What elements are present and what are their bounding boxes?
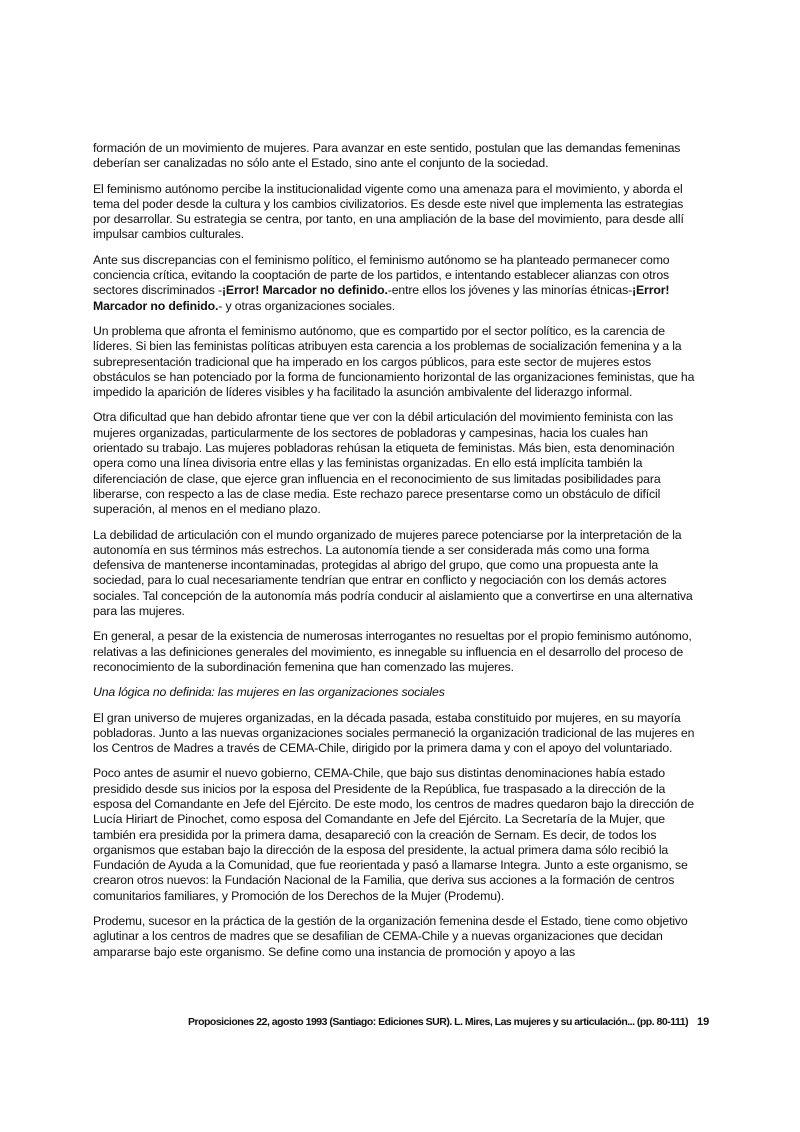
section-heading: Una lógica no definida: las mujeres en las organizaciones sociales — [93, 685, 445, 700]
footer-citation: Proposiciones 22, agosto 1993 (Santiago: Ediciones SUR). L. Mires, Las mujeres y su articulación... (pp. 80-111) — [188, 1016, 689, 1028]
paragraph: El feminismo autónomo percibe la institucionalidad vigente como una amenaza para el movimiento, y aborda el tema del poder desde la cultura y los cambios civilizatorios. Es desde este nivel que implementa las estrategias por desarrollar. Su estrategia se centra, por tanto, en una ampliación de la base del movimiento, para desde allí impulsar cambios culturales. — [93, 181, 684, 242]
paragraph: En general, a pesar de la existencia de numerosas interrogantes no resueltas por el propio feminismo autónomo, relativas a las definiciones generales del movimiento, es innegable su influencia en el desarrollo del proceso de reconocimiento de la subordinación femenina que han comenzado las mujeres. — [93, 629, 692, 674]
paragraph: formación de un movimiento de mujeres. Para avanzar en este sentido, postulan que las demandas femeninas deberían ser canalizadas no sólo ante el Estado, sino ante el conjunto de la sociedad. — [93, 141, 681, 171]
bookmark-error: ¡Error! Marcador no definido. — [93, 283, 670, 313]
paragraph — [93, 253, 697, 314]
document-body — [93, 141, 697, 970]
paragraph-text: Ante sus discrepancias con el feminismo político, el feminismo autónomo se ha planteado permanecer como conciencia crítica, evitando la cooptación de parte de los partidos, e intentando establecer alianzas con otros sectores discriminados - — [93, 252, 670, 298]
paragraph: Un problema que afronta el feminismo autónomo, que es compartido por el sector político, es la carencia de líderes. Si bien las feministas políticas atribuyen esta carencia a los problemas de socialización femenina y a la subrepresentación tradicional que ha imperado en los cargos públicos, para este sector de mujeres estos obstáculos se han potenciado por la forma de funcionamiento horizontal de las organizaciones feministas, que ha impedido la aparición de líderes visibles y ha facilitado la asunción ambivalente del liderazgo informal. — [93, 323, 695, 400]
paragraph: Otra dificultad que han debido afrontar tiene que ver con la débil articulación del movimiento feminista con las mujeres organizadas, particularmente de los sectores de pobladoras y campesinas, hacia los cuales han orientado su trabajo. Las mujeres pobladoras rehúsan la etiqueta de feministas. Más bien, esta denominación opera como una línea divisoria entre ellas y las feministas organizadas. En ello está implícita también la diferenciación de clase, que ejerce gran influencia en el reconocimiento de sus limitadas posibilidades para liberarse, con respecto a las de clase media. Este rechazo parece presentarse como un obstáculo de difícil superación, al menos en el mediano plazo. — [93, 410, 675, 517]
paragraph: Poco antes de asumir el nuevo gobierno, CEMA-Chile, que bajo sus distintas denominaciones había estado presidido desde sus inicios por la esposa del Presidente de la República, fue traspasado a la dirección de la esposa del Comandante en Jefe del Ejército. De este modo, los centros de madres quedaron bajo la dirección de Lucía Hiriart de Pinochet, como esposa del Comandante en Jefe del Ejército. La Secretaría de la Mujer, que también era presidida por la primera dama, desapareció con la creación de Sernam. Es decir, de todos los organismos que estaban bajo la dirección de la esposa del presidente, la actual primera dama sólo recibió la Fundación de Ayuda a la Comunidad, que fue reorientada y pasó a llamarse Integra. Junto a este organismo, se crearon otros nuevos: la Fundación Nacional de la Familia, que deriva sus acciones a la formación de centros comunitarios familiares, y Promoción de los Derechos de la Mujer (Prodemu). — [93, 766, 694, 903]
paragraph-text: -entre ellos los jóvenes y las minorías étnicas- — [387, 283, 633, 298]
paragraph: Prodemu, sucesor en la práctica de la gestión de la organización femenina desde el Estado, tiene como objetivo aglutinar a los centros de madres que se desafilian de CEMA-Chile y a nuevas organizaciones que decidan ampararse bajo este organismo. Se define como una instancia de promoción y apoyo a las — [93, 914, 688, 959]
paragraph-text: - y otras organizaciones sociales. — [218, 298, 396, 313]
page-number: 19 — [697, 1016, 710, 1028]
bookmark-error: ¡Error! Marcador no definido. — [221, 283, 388, 298]
paragraph: El gran universo de mujeres organizadas, en la década pasada, estaba constituido por mujeres, en su mayoría pobladoras. Junto a las nuevas organizaciones sociales permaneció la organización tradicional de las mujeres en los Centros de Madres a través de CEMA-Chile, dirigido por la primera dama y con el apoyo del voluntariado. — [93, 710, 695, 756]
paragraph: La debilidad de articulación con el mundo organizado de mujeres parece potenciarse por la interpretación de la autonomía en sus términos más estrechos. La autonomía tiende a ser considerada más como una forma defensiva de mantenerse incontaminadas, protegidas al abrigo del grupo, que como una propuesta ante la sociedad, para lo cual necesariamente tendrían que entrar en conflicto y negociación con los demás actores sociales. Tal concepción de la autonomía más podría conducir al aislamiento que a convertirse en una alternativa para las mujeres. — [93, 527, 693, 619]
